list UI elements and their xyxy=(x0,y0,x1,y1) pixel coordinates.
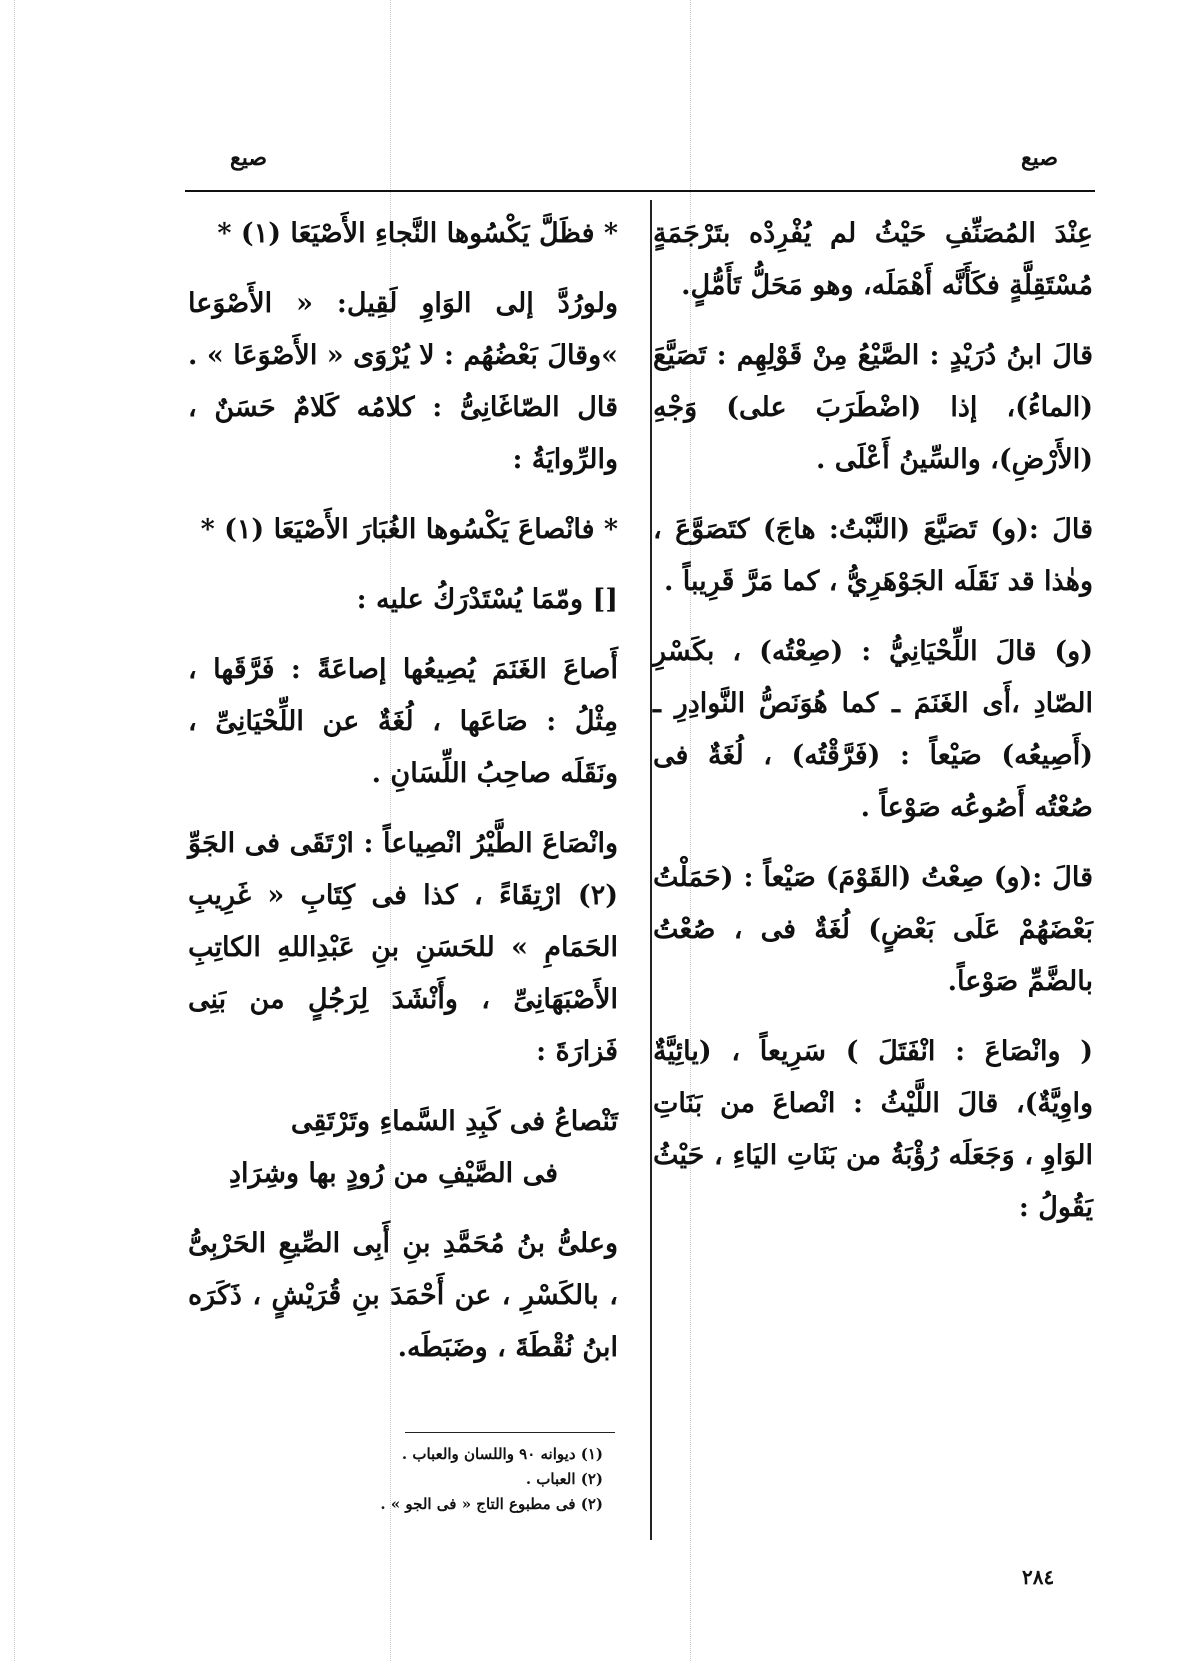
paragraph: [] ومّمَا يُسْتَدْرَكُ عليه : xyxy=(356,584,618,615)
scan-edge-line xyxy=(14,0,15,1661)
paragraph: وعلىُّ بنُ مُحَمَّدِ بنِ أَبِى الصِّيعِ الحَرْبِىُّ ، بالكَسْرِ ، عن أَحْمَدَ بنِ قُرَيْشٍ ، ذَكَرَه ابنُ نُقْطَةَ ، وضَبَطَه. xyxy=(188,1228,618,1363)
paragraph: عِنْدَ المُصَنِّفِ حَيْثُ لم يُفْرِدْه بتَرْجَمَةٍ مُسْتَقِلَّةٍ فكَأَنَّه أَهْمَلَه، وهو مَحَلُّ تَأَمُّلٍ. xyxy=(653,218,1093,301)
verse-line: تَنْصاعُ فى كَبِدِ السَّماءِ وتَرْتَقِى xyxy=(290,1106,618,1137)
paragraph: (و) قالَ اللِّحْيَانِيُّ : (صِعْتُه) ، بكَسْرِ الصّادِ ،أَى الغَنَمَ ـ كما هُوَنَصُّ النَّوادِرِ ـ (أَصِيعُه) صَيْعاً : (فَرَّقْتُه) ، لُغَةٌ فى صُعْتُه أَصُوعُه صَوْعاً . xyxy=(653,636,1093,823)
paragraph: قالَ :(و) صِعْتُ (القَوْمَ) صَيْعاً : (حَمَلْتُ بَعْضَهُمْ عَلَى بَعْضٍ) لُغَةٌ فى ، صُعْتُ بالضَّمِّ صَوْعاً. xyxy=(653,862,1093,997)
running-header-right: صيع xyxy=(1020,145,1058,171)
verse-line: * فانْصاعَ يَكْسُوها الغُبَارَ الأَصْيَعَا (١) * xyxy=(200,514,618,545)
paragraph: أَصاعَ الغَنَمَ يُصِيعُها إصاعَةً : فَرَّقَها ، مِثْلُ : صَاعَها ، لُغَةٌ عن اللِّحْيَانِىِّ ، ونَقَلَه صاحِبُ اللِّسَانِ . xyxy=(188,654,618,789)
paragraph: قالَ ابنُ دُرَيْدٍ : الصَّيْعُ مِنْ قَوْلِهِم : تَصَيَّعَ (الماءُ)، إذا (اضْطَرَبَ على) وَجْهِ (الأَرْضِ)، والسِّينُ أَعْلَى . xyxy=(653,340,1093,475)
right-column xyxy=(653,208,1093,1252)
footnotes xyxy=(243,1442,603,1517)
paragraph: ولورُدَّ إلى الوَاوِ لَقِيل: « الأَصْوَعا »وقالَ بَعْضُهُم : لا يُرْوَى « الأَصْوَعَا » . قال الصّاغَانِىُّ : كلامُه كَلامٌ حَسَنٌ ، والرِّوايَةُ : xyxy=(188,288,618,475)
footnote: (١) ديوانه ٩٠ واللسان والعباب . xyxy=(401,1445,603,1463)
footnote-rule xyxy=(405,1432,615,1433)
paragraph: قالَ :(و) تَصَيَّعَ (النَّبْتُ: هاجَ) كتَصَوَّعَ ، وهٰذا قد نَقَلَه الجَوْهَرِيُّ ، كما مَرَّ قَرِيباً . xyxy=(653,514,1093,597)
footnote: (٢) فى مطبوع التاج « فى الجو » . xyxy=(380,1495,603,1513)
paragraph: ( وانْصَاعَ : انْفَتَلَ ) سَرِيعاً ، (يائِيَّةٌ واوِيَّةٌ)، قالَ اللَّيْثُ : انْصاعَ من بَنَاتِ الوَاوِ ، وَجَعَلَه رُؤْبَةُ من بَنَاتِ اليَاءِ ، حَيْثُ يَقُولُ : xyxy=(653,1036,1093,1223)
left-column xyxy=(188,208,618,1392)
column-divider xyxy=(650,200,652,1540)
running-header-left: صيع xyxy=(230,145,268,171)
header-rule xyxy=(185,190,1095,192)
paragraph: وانْصَاعَ الطَّيْرُ انْصِياعاً : ارْتَقَى فى الجَوِّ (٢) ارْتِقَاءً ، كذا فى كِتَابِ « غَرِيبِ الحَمَامِ » للحَسَنِ بنِ عَبْدِاللهِ الكاتِبِ الأَصْبَهَانِىِّ ، وأَنْشَدَ لِرَجُلٍ من بَنِى فَزارَةَ : xyxy=(188,828,618,1067)
page-number: ٢٨٤ xyxy=(1022,1565,1055,1589)
verse-line: فى الصَّيْفِ من رُودٍ بها وشِرَادِ xyxy=(228,1158,558,1189)
verse-line: * فظَلَّ يَكْسُوها النَّجاءِ الأَصْيَعَا (١) * xyxy=(217,218,618,249)
footnote: (٢) العباب . xyxy=(525,1470,603,1488)
